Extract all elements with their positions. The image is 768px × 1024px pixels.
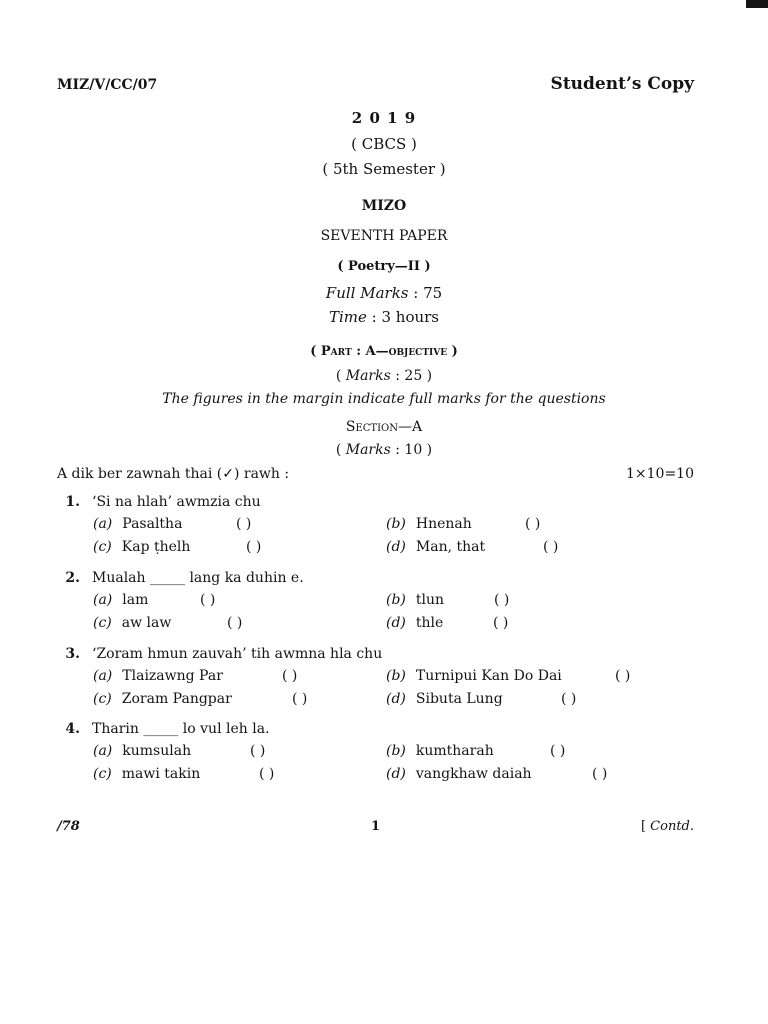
- option-label: (c): [93, 539, 112, 555]
- option-text: lam: [122, 592, 149, 608]
- option-label: (a): [93, 668, 113, 684]
- option-a: [93, 516, 182, 532]
- option-label: (c): [93, 766, 112, 782]
- answer-box[interactable]: ( ): [250, 743, 266, 759]
- option-text: Hnenah: [415, 516, 472, 532]
- option-label: (c): [93, 691, 112, 707]
- option-d: [386, 615, 443, 631]
- answer-box[interactable]: ( ): [200, 592, 216, 608]
- part-marks-label: Marks: [345, 368, 391, 384]
- question-number: 1.: [65, 494, 80, 510]
- option-c: [93, 615, 171, 631]
- answer-box[interactable]: ( ): [236, 516, 252, 532]
- continued-mark: [641, 819, 694, 834]
- footer-code: /78: [57, 819, 80, 834]
- option-label: (d): [386, 615, 406, 631]
- option-c: [93, 539, 190, 555]
- option-a: [93, 592, 148, 608]
- answer-box[interactable]: ( ): [246, 539, 262, 555]
- question-number: 4.: [65, 721, 80, 737]
- option-text: mawi takin: [121, 766, 201, 782]
- option-text: Tlaizawng Par: [122, 668, 223, 684]
- option-label: (a): [93, 743, 113, 759]
- answer-box[interactable]: ( ): [227, 615, 243, 631]
- answer-box[interactable]: ( ): [550, 743, 566, 759]
- question-text: Mualah _____ lang ka duhin e.: [92, 570, 304, 586]
- full-marks-label: Full Marks: [325, 284, 409, 302]
- continued-text: [ Contd.: [640, 819, 694, 834]
- option-text: tlun: [415, 592, 445, 608]
- part-marks: ( Marks : 25 ): [335, 368, 433, 384]
- marks-formula: 1×10=10: [626, 466, 694, 482]
- question-number: 2.: [65, 570, 80, 586]
- option-text: aw law: [121, 615, 172, 631]
- full-marks: [0, 284, 768, 302]
- option-label: (a): [93, 592, 113, 608]
- option-c: [93, 691, 232, 707]
- option-a: [93, 668, 223, 684]
- paper-code: MIZ/V/CC/07: [57, 77, 158, 93]
- option-text: Sibuta Lung: [415, 691, 503, 707]
- option-c: [93, 766, 200, 782]
- option-text: kumsulah: [122, 743, 192, 759]
- time-label: Time: [328, 308, 367, 326]
- option-label: (b): [386, 592, 406, 608]
- option-text: Turnipui Kan Do Dai: [415, 668, 562, 684]
- option-label: (b): [386, 516, 406, 532]
- option-text: Zoram Pangpar: [121, 691, 232, 707]
- option-text: vangkhaw daiah: [415, 766, 532, 782]
- answer-box[interactable]: ( ): [561, 691, 577, 707]
- answer-box[interactable]: ( ): [493, 615, 509, 631]
- exam-semester: ( 5th Semester ): [322, 160, 446, 178]
- paper-topic: ( Poetry—II ): [337, 259, 431, 274]
- option-a: [93, 743, 191, 759]
- exam-time: [0, 308, 768, 326]
- marks-note: The figures in the margin indicate full marks for the questions: [162, 391, 606, 407]
- exam-year: 2 0 1 9: [351, 109, 417, 127]
- option-label: (b): [386, 668, 406, 684]
- section-title: Section—A: [345, 419, 423, 435]
- exam-scheme: ( CBCS ): [351, 135, 417, 153]
- full-marks-value: : 75: [413, 284, 443, 302]
- option-label: (d): [386, 691, 406, 707]
- option-d: [386, 691, 503, 707]
- option-label: (a): [93, 516, 113, 532]
- option-text: Man, that: [415, 539, 486, 555]
- answer-box[interactable]: ( ): [525, 516, 541, 532]
- option-text: Pasaltha: [122, 516, 183, 532]
- section-instruction: A dik ber zawnah thai (✓) rawh :: [57, 466, 290, 482]
- option-label: (d): [386, 539, 406, 555]
- question-text: ‘Zoram hmun zauvah’ tih awmna hla chu: [92, 646, 383, 662]
- option-b: [386, 668, 562, 684]
- paper-title: SEVENTH PAPER: [320, 228, 448, 244]
- answer-box[interactable]: ( ): [282, 668, 298, 684]
- option-text: kumtharah: [415, 743, 494, 759]
- copy-type: Student’s Copy: [550, 74, 694, 94]
- answer-box[interactable]: ( ): [494, 592, 510, 608]
- question-text: Tharin _____ lo vul leh la.: [92, 721, 270, 737]
- answer-box[interactable]: ( ): [592, 766, 608, 782]
- option-b: [386, 743, 494, 759]
- answer-box[interactable]: ( ): [259, 766, 275, 782]
- option-text: thle: [415, 615, 444, 631]
- section-marks-label: Marks: [345, 442, 391, 458]
- option-d: [386, 539, 485, 555]
- page-number: 1: [371, 819, 381, 834]
- subject-title: MIZO: [361, 198, 407, 214]
- question-text: ‘Si na hlah’ awmzia chu: [92, 494, 261, 510]
- answer-box[interactable]: ( ): [615, 668, 631, 684]
- answer-box[interactable]: ( ): [543, 539, 559, 555]
- time-value: : 3 hours: [371, 308, 440, 326]
- option-d: [386, 766, 532, 782]
- corner-scan-mark: [746, 0, 768, 8]
- option-label: (c): [93, 615, 112, 631]
- option-text: Kap ṭhelh: [121, 539, 191, 555]
- option-b: [386, 592, 444, 608]
- part-title: ( Part : A—objective ): [310, 344, 458, 359]
- option-label: (b): [386, 743, 406, 759]
- part-marks-value: : 25 ): [395, 368, 433, 384]
- option-label: (d): [386, 766, 406, 782]
- answer-box[interactable]: ( ): [292, 691, 308, 707]
- option-b: [386, 516, 472, 532]
- section-marks: ( Marks : 10 ): [335, 442, 433, 458]
- section-marks-value: : 10 ): [395, 442, 433, 458]
- question-number: 3.: [65, 646, 80, 662]
